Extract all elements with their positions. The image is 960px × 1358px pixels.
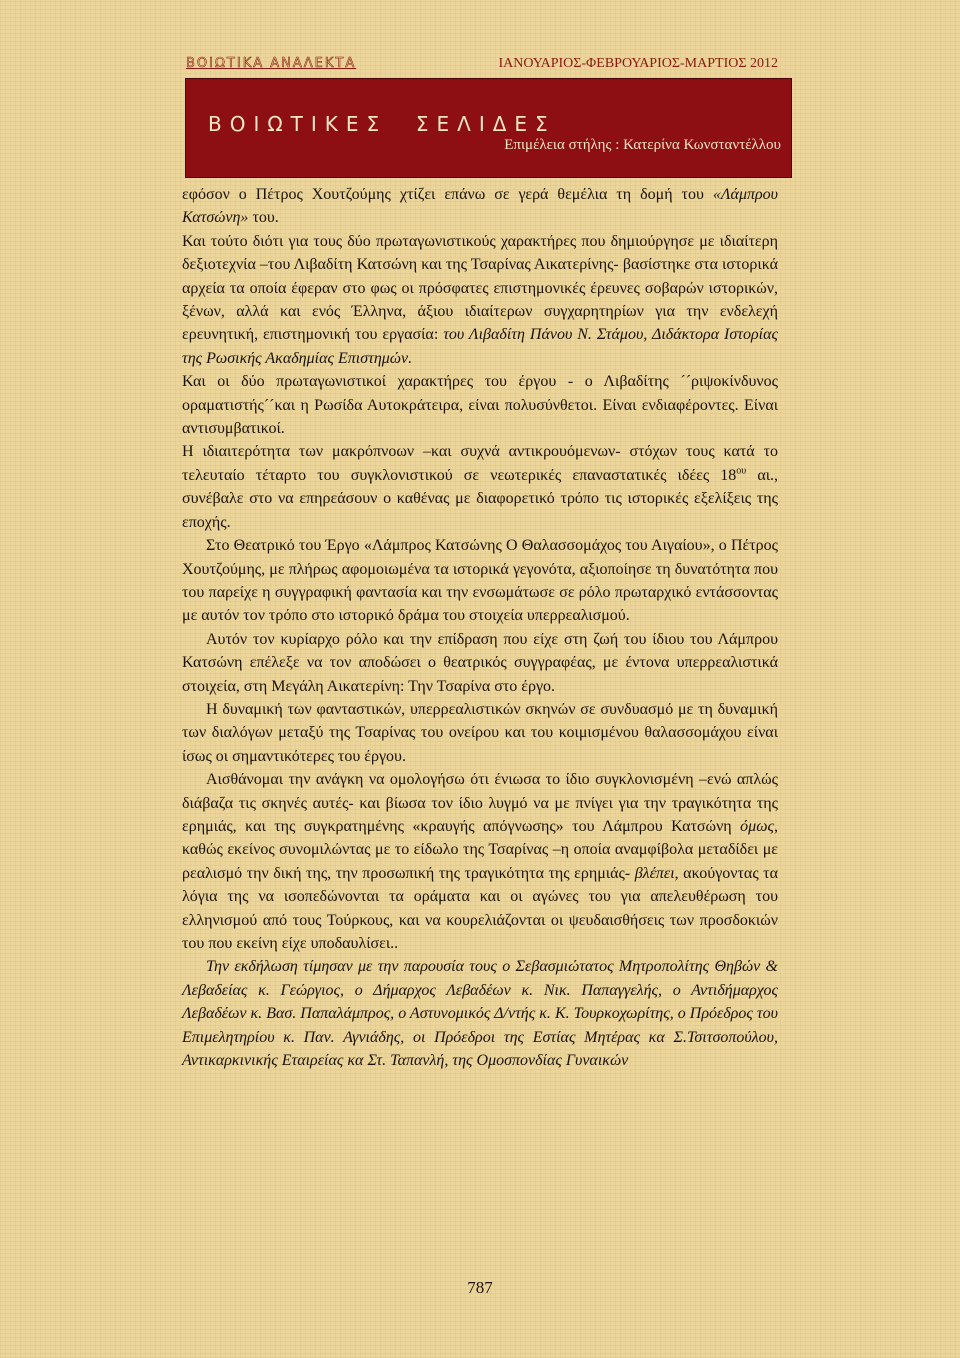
paragraph <box>182 183 778 230</box>
page-header <box>186 56 778 76</box>
paragraph: Αυτόν τον κυρίαρχο ρόλο και την επίδραση που είχε στη ζωή του ίδιου του Λάμπρου Κατσώνη επέλεξε να τον αποδώσει ο θεατρικός συγγραφέας, με έντονα υπερρεαλιστικά στοιχεία, στη Μεγάλη Αικατερίνη: Την Τσαρίνα στο έργο. <box>182 630 778 695</box>
paragraph <box>182 768 778 955</box>
text-span: όμως <box>740 817 774 835</box>
article-body <box>182 183 778 1072</box>
text-span: εφόσον ο Πέτρος Χουτζούμης χτίζει επάνω σε γερά θεμέλια τη δομή του <box>182 186 704 203</box>
magazine-title: ΒΟΙΩΤΙΚΑ ΑΝΑΛΕΚΤΑ <box>186 56 357 71</box>
text-span: , καθώς εκείνος συνομιλώντας με το είδωλο της Τσαρίνας –η οποία αναμφίβολα μεταδίδει με ρεαλισμό την δική της, την προσωπική της τραγικότητα της ερημιάς- <box>182 817 778 882</box>
text-span: Αισθάνομαι την ανάγκη να ομολογήσω ότι ένιωσα το ίδιο συγκλονισμένη –ενώ απλώς διάβαζα τις σκηνές αυτές- και βίωσα τον ίδιο λυγμό να με πνίγει για την τραγικότητα της ερημιάς, και της συγκρατημένης «κραυγής απόγνωσης» του Λάμπρου Κατσώνη <box>182 771 778 835</box>
text-span: βλέπει <box>634 864 675 882</box>
play-title: «Λάμπρου Κατσώνη» <box>182 186 779 227</box>
paragraph: Και οι δύο πρωταγωνιστικοί χαρακτήρες του έργου - ο Λιβαδίτης ´´ριψοκίνδυνος οραματιστής´´και η Ρωσίδα Αυτοκράτειρα, είναι πολυσύνθετοι. Είναι ενδιαφέροντες. Είναι αντισυμβατικοί. <box>182 373 778 438</box>
text-span: του. <box>248 209 279 227</box>
paragraph: Η δυναμική των φανταστικών, υπερρεαλιστικών σκηνών σε συνδυασμό με τη δυναμική των διαλόγων μεταξύ της Τσαρίνας του ονείρου και του κοιμισμένου θαλασσομάχου είναι ίσως οι σημαντικότερες του έργου. <box>182 700 778 765</box>
issue-date: ΙΑΝΟΥΑΡΙΟΣ-ΦΕΒΡΟΥΑΡΙΟΣ-ΜΑΡΤΙΟΣ 2012 <box>498 56 778 71</box>
text-span: Και τούτο διότι για τους δύο πρωταγωνιστικούς χαρακτήρες που δημιούργησε με ιδιαίτερη δεξιοτεχνία –του Λιβαδίτη Κατσώνη και της Τσαρίνας Αικατερίνης- βασίστηκε στα ιστορικά αρχεία τα οποία έφεραν στο φως οι πρόσφατες επιστημονικές έρευνες σοβαρών ιστορικών, ξένων, αλλά και ενός Έλληνα, άξιου ιδιαίτερων συγχαρητηρίων για την ενδελεχή ερευνητική, επιστημονική του εργασία: <box>182 232 778 344</box>
page-number: 787 <box>467 1278 493 1297</box>
text-span: , ακούγοντας τα λόγια της να ισοπεδώνονται τα οράματα και οι αγώνες του για απελευθέρωση του ελληνισμού από τους Τούρκους, και να κουρελιάζονται οι ψευδαισθήσεις των προσδοκιών του που εκείνη είχε υποδαυλίσει.. <box>182 864 778 952</box>
attendees-paragraph: Την εκδήλωση τίμησαν με την παρουσία τους ο Σεβασμιώτατος Μητροπολίτης Θηβών & Λεβαδείας κ. Γεώργιος, ο Δήμαρχος Λεβαδέων κ. Νικ. Παπαγγελής, ο Αντιδήμαρχος Λεβαδέων κ. Βασ. Παπαλάμπρος, ο Αστυνομικός Δ/ντής κ. Κ. Τουρκοχωρίτης, ο Πρόεδρος του Επιμελητηρίου κ. Παν. Αγνιάδης, οι Πρόεδροι της Εστίας Μητέρας κα Σ.Τσιτσοπούλου, Αντικαρκινικής Εταιρείας κα Στ. Ταπανλή, της Ομοσπονδίας Γυναικών <box>182 958 778 1070</box>
text-span: αι., συνέβαλε στο να επηρεάσουν ο καθένας με διαφορετικό τρόπο τις ιστορικές εξελίξεις της εποχής. <box>182 466 779 531</box>
paragraph <box>182 440 778 534</box>
paragraph: Στο Θεατρικό του Έργο «Λάμπρος Κατσώνης Ο Θαλασσομάχος του Αιγαίου», ο Πέτρος Χουτζούμης, με πλήρως αφομοιωμένα τα ιστορικά γεγονότα, αξιοποίησε τη δυνατότητα που του παρείχε η συγγραφική φαντασία και την ενσωμάτωσε σε ρόλο πρωταρχικό εντάσσοντας με αυτόν τον τρόπο στο ιστορικό δράμα του στοιχεία υπερρεαλισμού. <box>182 537 778 625</box>
text-span: Η ιδιαιτερότητα των μακρόπνοων –και συχνά αντικρουόμενων- στόχων τους κατά το τελευταίο τέταρτο του συγκλονιστικού σε νεωτερικές επαναστατικές ιδέες 18 <box>182 443 778 484</box>
section-banner <box>185 78 792 178</box>
section-title: ΒΟΙΩΤΙΚΕΣ ΣΕΛΙΔΕΣ <box>208 112 556 136</box>
column-editor: Επιμέλεια στήλης : Κατερίνα Κωνσταντέλλου <box>504 137 781 153</box>
researcher-credit: του Λιβαδίτη Πάνου Ν. Στάμου, Διδάκτορα Ιστορίας της Ρωσικής Ακαδημίας Επιστημών. <box>182 326 778 367</box>
superscript: ου <box>736 465 747 477</box>
paragraph <box>182 230 778 370</box>
